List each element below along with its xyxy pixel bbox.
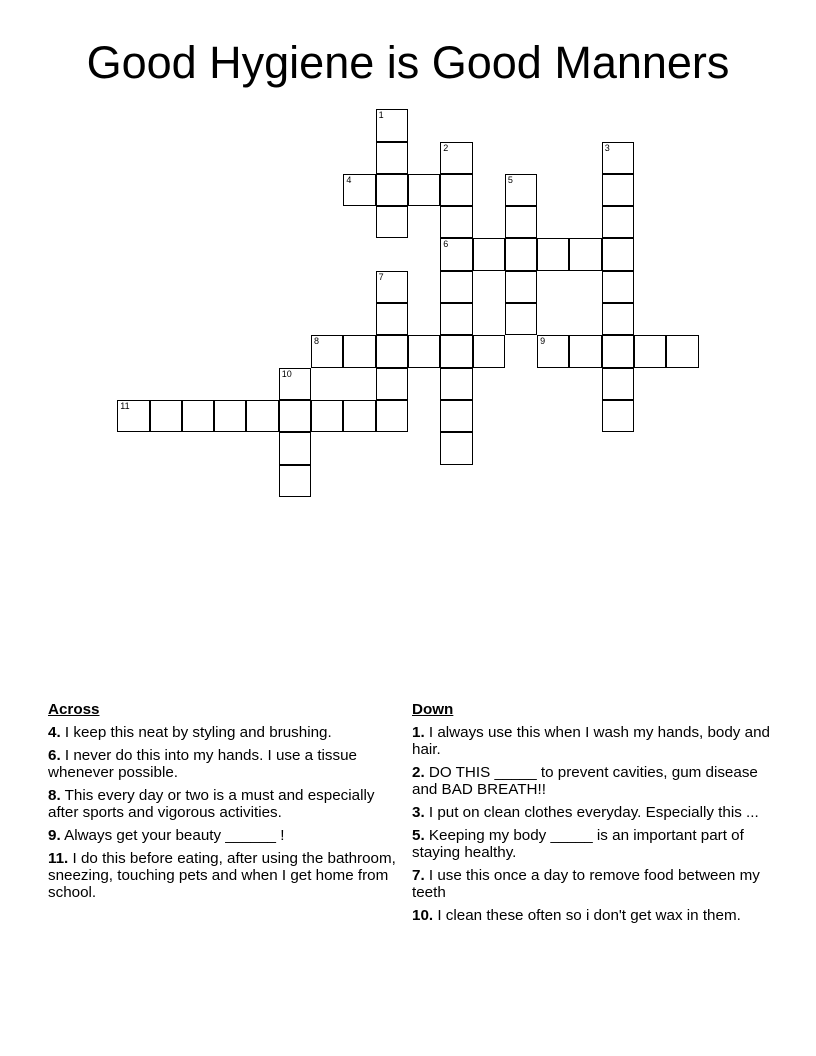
grid-cell[interactable]	[279, 368, 311, 400]
grid-cell[interactable]	[150, 400, 182, 432]
grid-cell[interactable]	[440, 271, 472, 303]
grid-cell[interactable]	[505, 174, 537, 206]
grid-cell[interactable]	[376, 303, 408, 335]
clue-text: I put on clean clothes everyday. Especially this ...	[428, 804, 759, 821]
clue-text: Keeping my body _____ is an important part of staying healthy.	[412, 827, 744, 861]
grid-cell[interactable]	[602, 142, 634, 174]
grid-cell[interactable]	[602, 335, 634, 367]
grid-cell[interactable]	[376, 142, 408, 174]
clue-number: 4.	[48, 724, 61, 741]
cell-number: 4	[346, 174, 352, 185]
grid-cell[interactable]	[634, 335, 666, 367]
grid-cell[interactable]	[569, 335, 601, 367]
clue-number: 11.	[48, 850, 69, 867]
grid-cell[interactable]	[279, 465, 311, 497]
grid-cell[interactable]	[408, 335, 440, 367]
grid-cell[interactable]	[440, 174, 472, 206]
grid-cell[interactable]	[376, 400, 408, 432]
grid-cell[interactable]	[602, 303, 634, 335]
puzzle-title: Good Hygiene is Good Manners	[86, 37, 730, 88]
grid-cell[interactable]	[602, 238, 634, 270]
grid-cell[interactable]	[246, 400, 278, 432]
clue-across-8	[48, 787, 408, 821]
clue-down-7	[412, 867, 772, 901]
grid-cell[interactable]	[602, 368, 634, 400]
grid-cell[interactable]	[505, 238, 537, 270]
clue-number: 7.	[412, 867, 425, 884]
clue-text: I keep this neat by styling and brushing.	[64, 724, 332, 741]
across-clues	[48, 701, 408, 907]
grid-cell[interactable]	[376, 109, 408, 141]
grid-cell[interactable]	[343, 174, 375, 206]
grid-cell[interactable]	[311, 400, 343, 432]
down-clues	[412, 701, 772, 930]
cell-number: 8	[314, 336, 320, 347]
grid-cell[interactable]	[440, 335, 472, 367]
grid-cell[interactable]	[440, 368, 472, 400]
clue-number: 6.	[48, 747, 61, 764]
grid-cell[interactable]	[505, 303, 537, 335]
grid-cell[interactable]	[602, 271, 634, 303]
grid-cell[interactable]	[376, 271, 408, 303]
grid-cell[interactable]	[505, 271, 537, 303]
cell-number: 5	[507, 174, 513, 185]
cell-number: 11	[120, 400, 130, 411]
cell-number: 7	[378, 271, 384, 282]
grid-cell[interactable]	[602, 400, 634, 432]
grid-cell[interactable]	[311, 335, 343, 367]
clue-number: 3.	[412, 804, 425, 821]
clue-text: I clean these often so i don't get wax in them.	[437, 907, 741, 924]
grid-cell[interactable]	[343, 400, 375, 432]
clue-text: This every day or two is a must and especially after sports and vigorous activities.	[48, 787, 375, 821]
down-heading: Down	[412, 701, 454, 718]
grid-cell[interactable]	[537, 238, 569, 270]
grid-cell[interactable]	[537, 335, 569, 367]
clue-across-9	[48, 827, 408, 844]
across-heading: Across	[48, 701, 100, 718]
clue-number: 5.	[412, 827, 425, 844]
clue-number: 8.	[48, 787, 61, 804]
clue-number: 2.	[412, 764, 425, 781]
grid-cell[interactable]	[214, 400, 246, 432]
clue-number: 10.	[412, 907, 434, 924]
clue-text: DO THIS _____ to prevent cavities, gum disease and BAD BREATH!!	[412, 764, 758, 798]
grid-cell[interactable]	[473, 238, 505, 270]
clue-number: 1.	[412, 724, 425, 741]
clue-down-5	[412, 827, 772, 861]
clue-across-4	[48, 724, 408, 741]
clue-text: Always get your beauty ______ !	[64, 827, 285, 844]
cell-number: 9	[540, 336, 546, 347]
grid-cell[interactable]	[376, 335, 408, 367]
grid-cell[interactable]	[440, 303, 472, 335]
grid-cell[interactable]	[440, 206, 472, 238]
cell-number: 10	[281, 368, 292, 379]
cell-number: 6	[443, 239, 449, 250]
clue-text: I do this before eating, after using the bathroom, sneezing, touching pets and when I get home from school.	[48, 850, 396, 901]
grid-cell[interactable]	[182, 400, 214, 432]
grid-cell[interactable]	[666, 335, 698, 367]
cell-number: 3	[604, 142, 610, 153]
clue-text: I always use this when I wash my hands, body and hair.	[412, 724, 770, 758]
grid-cell[interactable]	[440, 400, 472, 432]
clue-across-11	[48, 850, 408, 901]
grid-cell[interactable]	[343, 335, 375, 367]
clue-number: 9.	[48, 827, 61, 844]
clue-down-1	[412, 724, 772, 758]
grid-cell[interactable]	[408, 174, 440, 206]
grid-cell[interactable]	[569, 238, 601, 270]
grid-cell[interactable]	[440, 432, 472, 464]
cell-number: 1	[378, 110, 384, 121]
clue-down-10	[412, 907, 772, 924]
grid-cell[interactable]	[376, 368, 408, 400]
grid-cell[interactable]	[602, 174, 634, 206]
grid-cell[interactable]	[505, 206, 537, 238]
grid-cell[interactable]	[440, 142, 472, 174]
cell-number: 2	[443, 142, 449, 153]
grid-cell[interactable]	[440, 238, 472, 270]
grid-cell[interactable]	[376, 174, 408, 206]
grid-cell[interactable]	[473, 335, 505, 367]
clue-across-6	[48, 747, 408, 781]
clue-text: I never do this into my hands. I use a tissue whenever possible.	[48, 747, 357, 781]
grid-cell[interactable]	[117, 400, 149, 432]
grid-cell[interactable]	[279, 432, 311, 464]
grid-cell[interactable]	[376, 206, 408, 238]
grid-cell[interactable]	[602, 206, 634, 238]
clue-down-3	[412, 804, 772, 821]
clue-text: I use this once a day to remove food between my teeth	[412, 867, 760, 901]
grid-cell[interactable]	[279, 400, 311, 432]
clue-down-2	[412, 764, 772, 798]
